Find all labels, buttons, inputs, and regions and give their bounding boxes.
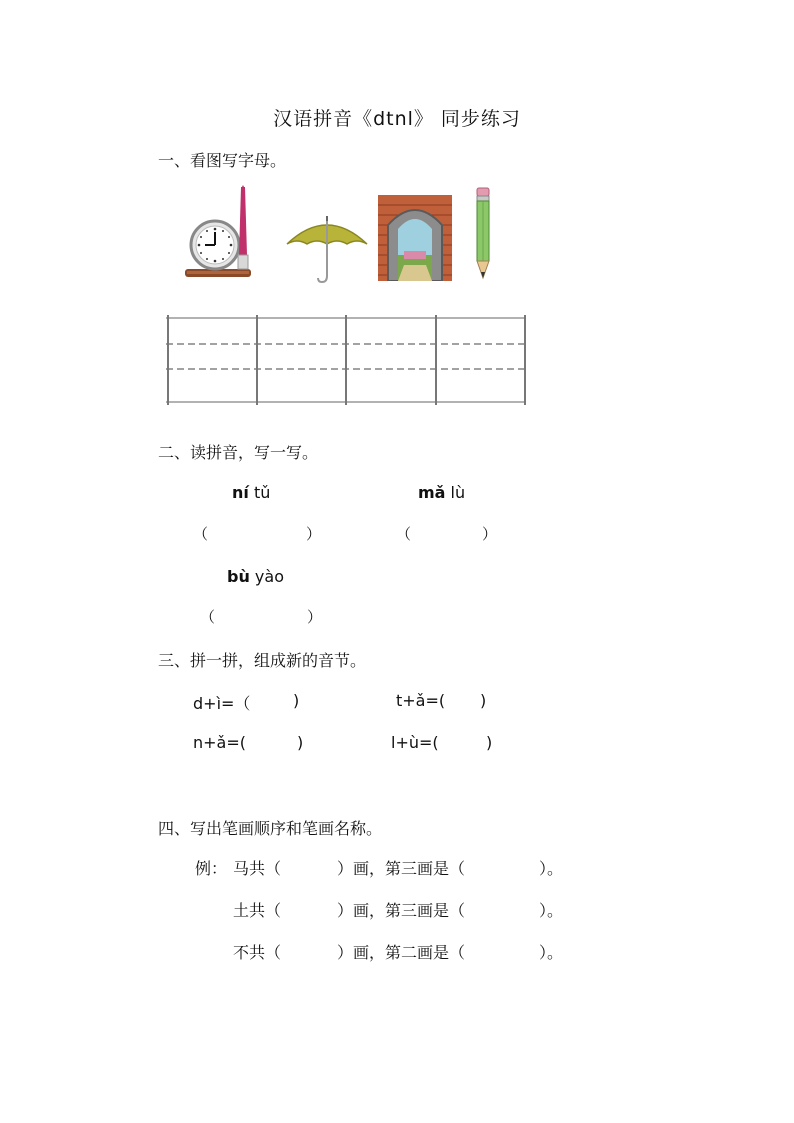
pinyin-bold: bù	[227, 567, 250, 586]
answer-paren-open: （	[200, 608, 216, 626]
stroke-row-2-c: ）。	[539, 901, 564, 920]
umbrella-icon	[285, 212, 369, 284]
syllable-item: n+ǎ=(	[193, 733, 246, 752]
clock-pen-icon	[183, 185, 255, 281]
example-label: 例：	[195, 859, 228, 878]
syllable-item: t+ǎ=(	[396, 691, 446, 710]
stroke-row-1-a: 马共（	[233, 859, 282, 878]
stroke-row-3-b: ）画，第二画是（	[337, 943, 466, 962]
pencil-icon	[473, 186, 493, 282]
stroke-row-3-a: 不共（	[233, 943, 282, 962]
page-title: 汉语拼音《dtnl》 同步练习	[273, 108, 521, 130]
stroke-row-3-c: ）。	[539, 943, 564, 962]
syllable-close: )	[293, 691, 300, 710]
pinyin-rest: tǔ	[248, 483, 271, 502]
pinyin-bold: ní	[232, 483, 249, 502]
section1-heading: 一、看图写字母。	[158, 151, 287, 170]
syllable-item: l+ù=(	[391, 733, 439, 752]
answer-paren-open: （	[396, 525, 412, 543]
syllable-close: )	[480, 691, 487, 710]
syllable-close: )	[486, 733, 493, 752]
stroke-row-1-c: ）。	[539, 859, 564, 878]
door-icon	[378, 195, 452, 281]
answer-paren-open: （	[193, 525, 209, 543]
pinyin-bold: mǎ	[418, 483, 446, 502]
stroke-row-2-a: 土共（	[233, 901, 282, 920]
writing-grid[interactable]	[166, 313, 528, 407]
syllable-close: )	[297, 733, 304, 752]
section4-heading: 四、写出笔画顺序和笔画名称。	[158, 819, 383, 838]
pinyin-item-1	[232, 483, 270, 502]
section3-heading: 三、拼一拼，组成新的音节。	[158, 651, 367, 670]
pinyin-rest: yào	[249, 567, 284, 586]
syllable-item: d+ì=（	[193, 694, 251, 713]
pinyin-item-2	[418, 483, 465, 502]
answer-paren-close: ）	[306, 525, 322, 543]
pinyin-item-3	[227, 567, 284, 586]
answer-paren-close: ）	[307, 608, 323, 626]
answer-paren-close: ）	[482, 525, 498, 543]
stroke-row-2-b: ）画，第三画是（	[337, 901, 466, 920]
pinyin-rest: lù	[445, 483, 466, 502]
stroke-row-1-b: ）画，第三画是（	[337, 859, 466, 878]
section2-heading: 二、读拼音，写一写。	[158, 443, 319, 462]
